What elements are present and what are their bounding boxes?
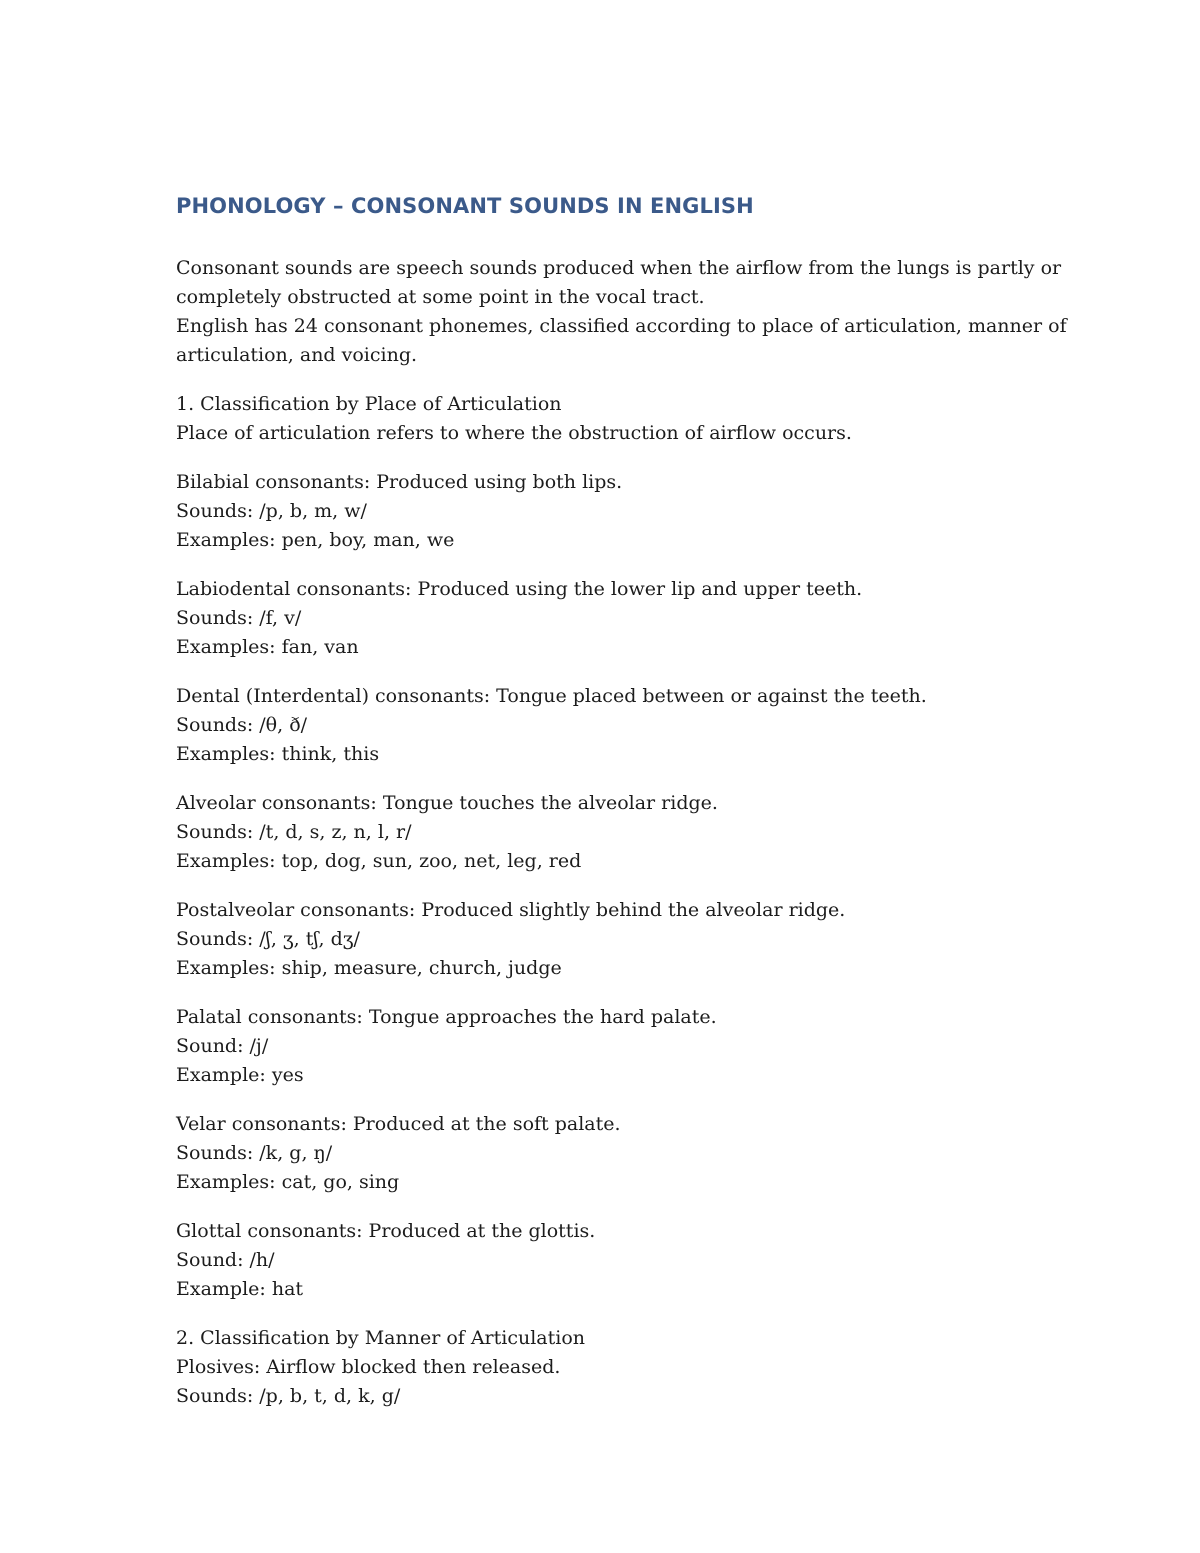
postalveolar-block	[176, 896, 1056, 983]
palatal-block	[176, 1003, 1056, 1090]
dental-block	[176, 682, 1056, 769]
document-page	[176, 190, 1067, 1431]
manner-section	[176, 1324, 1056, 1411]
plosives-description: Plosives: Airflow blocked then released.	[176, 1356, 561, 1378]
velar-description: Velar consonants: Produced at the soft palate.	[176, 1113, 621, 1135]
place-section-header	[176, 390, 1056, 448]
dental-examples: Examples: think, this	[176, 743, 380, 765]
labiodental-block	[176, 575, 1056, 662]
postalveolar-sounds: Sounds: /ʃ, ʒ, tʃ, dʒ/	[176, 928, 360, 950]
intro-line: completely obstructed at some point in the vocal tract.	[176, 286, 705, 308]
dental-description: Dental (Interdental) consonants: Tongue placed between or against the teeth.	[176, 685, 927, 707]
palatal-sounds: Sound: /j/	[176, 1035, 269, 1057]
glottal-sounds: Sound: /h/	[176, 1249, 275, 1271]
bilabial-sounds: Sounds: /p, b, m, w/	[176, 500, 367, 522]
alveolar-block	[176, 789, 1056, 876]
alveolar-description: Alveolar consonants: Tongue touches the alveolar ridge.	[176, 792, 718, 814]
labiodental-sounds: Sounds: /f, v/	[176, 607, 302, 629]
glottal-description: Glottal consonants: Produced at the glottis.	[176, 1220, 596, 1242]
intro-line: Consonant sounds are speech sounds produced when the airflow from the lungs is partly or	[176, 257, 1062, 279]
labiodental-description: Labiodental consonants: Produced using the lower lip and upper teeth.	[176, 578, 863, 600]
velar-sounds: Sounds: /k, g, ŋ/	[176, 1142, 333, 1164]
labiodental-examples: Examples: fan, van	[176, 636, 359, 658]
place-definition: Place of articulation refers to where the obstruction of airflow occurs.	[176, 422, 852, 444]
glottal-block	[176, 1217, 1056, 1304]
alveolar-examples: Examples: top, dog, sun, zoo, net, leg, red	[176, 850, 582, 872]
plosives-sounds: Sounds: /p, b, t, d, k, g/	[176, 1385, 401, 1407]
palatal-examples: Example: yes	[176, 1064, 304, 1086]
bilabial-block	[176, 468, 1056, 555]
alveolar-sounds: Sounds: /t, d, s, z, n, l, r/	[176, 821, 412, 843]
section-heading-manner: 2. Classification by Manner of Articulation	[176, 1327, 586, 1349]
intro-paragraph	[176, 254, 1067, 370]
dental-sounds: Sounds: /θ, ð/	[176, 714, 308, 736]
glottal-examples: Example: hat	[176, 1278, 304, 1300]
velar-block	[176, 1110, 1056, 1197]
section-heading-place: 1. Classification by Place of Articulation	[176, 393, 562, 415]
bilabial-examples: Examples: pen, boy, man, we	[176, 529, 455, 551]
postalveolar-description: Postalveolar consonants: Produced slightly behind the alveolar ridge.	[176, 899, 846, 921]
intro-line: English has 24 consonant phonemes, classified according to place of articulation, manner of	[176, 315, 1067, 337]
intro-line: articulation, and voicing.	[176, 344, 418, 366]
bilabial-description: Bilabial consonants: Produced using both lips.	[176, 471, 623, 493]
document-title: PHONOLOGY – CONSONANT SOUNDS IN ENGLISH	[176, 194, 754, 218]
postalveolar-examples: Examples: ship, measure, church, judge	[176, 957, 562, 979]
velar-examples: Examples: cat, go, sing	[176, 1171, 400, 1193]
palatal-description: Palatal consonants: Tongue approaches the hard palate.	[176, 1006, 717, 1028]
